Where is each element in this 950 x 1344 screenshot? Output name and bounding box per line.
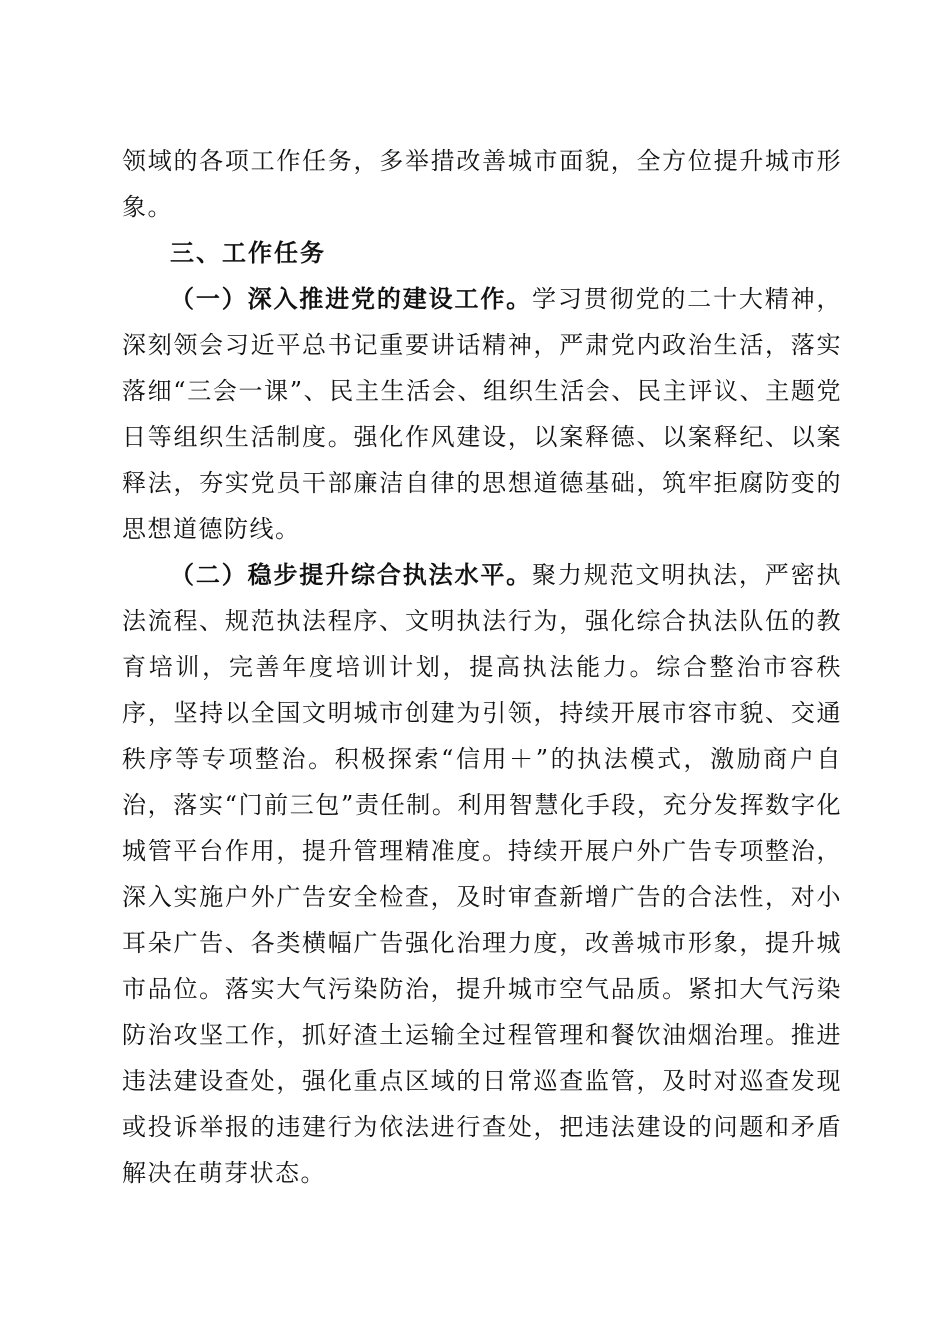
item-2-body: 聚力规范文明执法，严密执法流程、规范执法程序、文明执法行为，强化综合执法队伍的教育培训，完善年度培训计划，提高执法能力。综合整治市容秩序，坚持以全国文明城市创建为引领，持续开展市容市貌、交通秩序等专项整治。积极探索“信用＋”的执法模式，激励商户自治，落实“门前三包”责任制。利用智慧化手段，充分发挥数字化城管平台作用，提升管理精准度。持续开展户外广告专项整治，深入实施户外广告安全检查，及时审查新增广告的合法性，对小耳朵广告、各类横幅广告强化治理力度，改善城市形象，提升城市品位。落实大气污染防治，提升城市空气品质。紧扣大气污染防治攻坚工作，抓好渣土运输全过程管理和餐饮油烟治理。推进违法建设查处，强化重点区域的日常巡查监管，及时对巡查发现或投诉举报的违建行为依法进行查处，把违法建设的问题和矛盾解决在萌芽状态。 xyxy=(122,561,843,1187)
section-heading: 三、工作任务 xyxy=(170,239,326,267)
item-1-body: 学习贯彻党的二十大精神，深刻领会习近平总书记重要讲话精神，严肃党内政治生活，落实落细“三会一课”、民主生活会、组织生活会、民主评议、主题党日等组织生活制度。强化作风建设，以案释德、以案释纪、以案释法，夯实党员干部廉洁自律的思想道德基础，筑牢拒腐防变的思想道德防线。 xyxy=(122,285,843,543)
document-body xyxy=(122,138,842,1196)
paragraph-continuation: 领域的各项工作任务，多举措改善城市面貌，全方位提升城市形象。 xyxy=(122,147,842,221)
item-1-title: （一）深入推进党的建设工作。 xyxy=(170,284,533,313)
paragraph-item-1 xyxy=(122,276,842,552)
item-2-title: （二）稳步提升综合执法水平。 xyxy=(170,560,533,589)
paragraph-item-2 xyxy=(122,552,842,1196)
